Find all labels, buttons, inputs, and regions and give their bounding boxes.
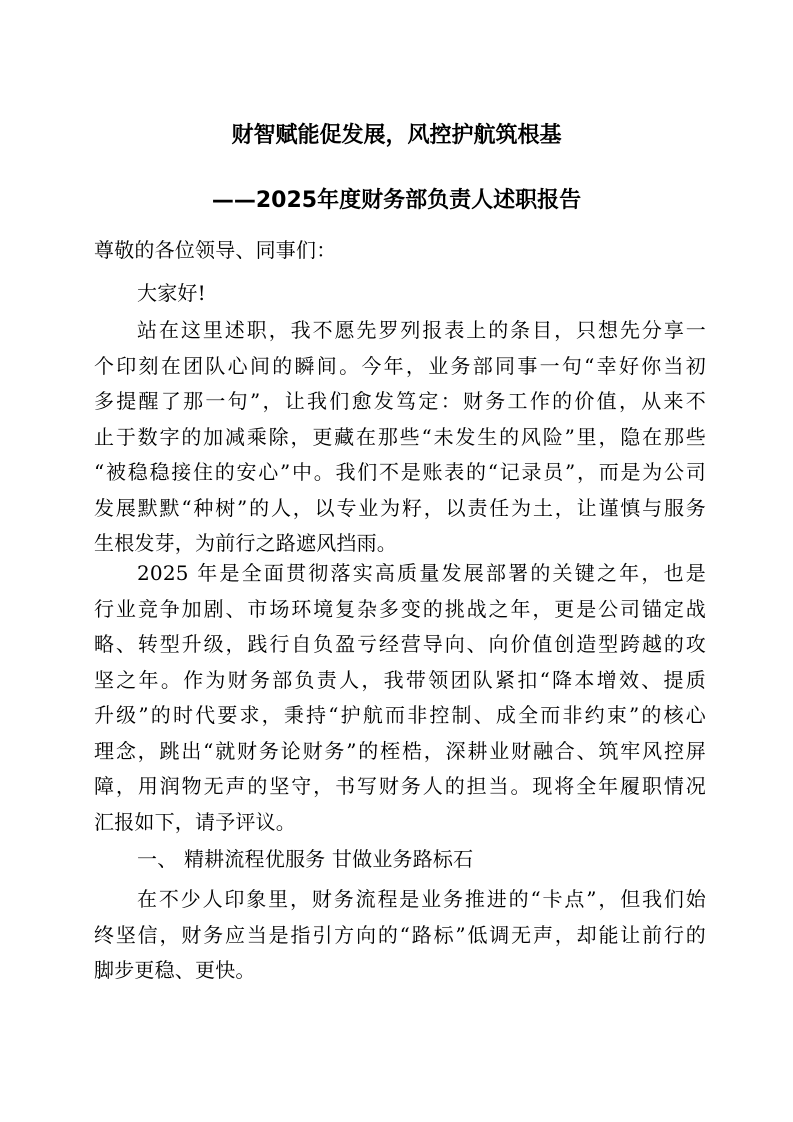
paragraph-line: 终坚信，财务应当是指引方向的“路标”低调无声，却能让前行的 xyxy=(94,922,706,947)
section-1-heading: 一、 精耕流程优服务 甘做业务路标石 xyxy=(137,847,474,871)
paragraph-line: 理念，跳出“就财务论财务”的桎梏，深耕业财融合、筑牢风控屏 xyxy=(94,738,706,763)
paragraph-line: 个印刻在团队心间的瞬间。今年，业务部同事一句“幸好你当初 xyxy=(94,353,706,378)
greeting: 大家好! xyxy=(137,281,206,305)
salutation: 尊敬的各位领导、同事们： xyxy=(94,238,337,262)
paragraph-3 xyxy=(94,882,706,989)
paragraph-line: 生根发芽，为前行之路遮风挡雨。 xyxy=(94,531,397,555)
paragraph-line: 站在这里述职，我不愿先罗列报表上的条目，只想先分享一 xyxy=(137,318,706,342)
paragraph-line: 略、转型升级，践行自负盈亏经营导向、向价值创造型跨越的攻 xyxy=(94,632,706,656)
paragraph-line: 发展默默“种树”的人，以专业为籽，以责任为土，让谨慎与服务 xyxy=(94,495,706,520)
paragraph-1 xyxy=(94,313,706,562)
paragraph-line: 2025 年是全面贯彻落实高质量发展部署的关键之年，也是 xyxy=(137,561,706,585)
paragraph-line: 脚步更稳、更快。 xyxy=(94,958,256,982)
paragraph-line: 止于数字的加减乘除，更藏在那些“未发生的风险”里，隐在那些 xyxy=(94,424,706,449)
paragraph-2 xyxy=(94,556,706,840)
paragraph-line: “被稳稳接住的安心”中。我们不是账表的“记录员”，而是为公司 xyxy=(94,460,706,484)
paragraph-line: 在不少人印象里，财务流程是业务推进的“卡点”，但我们始 xyxy=(137,887,706,911)
paragraph-line: 行业竞争加剧、市场环境复杂多变的挑战之年，更是公司锚定战 xyxy=(94,596,706,621)
document-title: 财智赋能促发展，风控护航筑根基 xyxy=(231,123,562,148)
paragraph-line: 障，用润物无声的坚守，书写财务人的担当。现将全年履职情况 xyxy=(94,774,706,798)
paragraph-line: 汇报如下，请予评议。 xyxy=(94,809,296,834)
document-subtitle: ——2025年度财务部负责人述职报告 xyxy=(211,188,582,213)
paragraph-line: 升级”的时代要求，秉持“护航而非控制、成全而非约束”的核心 xyxy=(94,703,706,727)
paragraph-line: 坚之年。作为财务部负责人，我带领团队紧扣“降本增效、提质 xyxy=(94,667,706,692)
paragraph-line: 多提醒了那一句”，让我们愈发笃定：财务工作的价值，从来不 xyxy=(94,389,706,413)
